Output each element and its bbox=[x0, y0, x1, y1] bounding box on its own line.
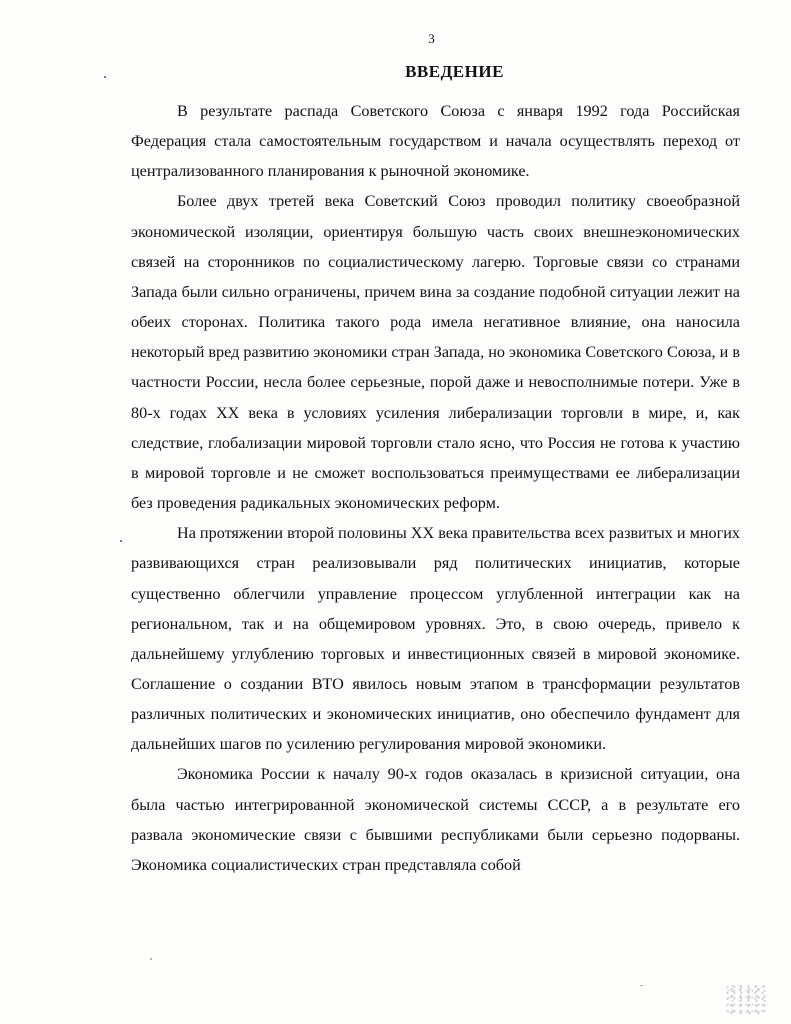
scan-speck bbox=[104, 76, 106, 78]
paragraph-3: На протяжении второй половины XX века правительства всех развитых и многих развивающихся стран реализовывали ряд политических инициатив, которые существенно облегчили управление процессом углубленной интеграции как на региональном, так и на общемировом уровнях. Это, в свою очередь, привело к дальнейшему углублению торговых и инвестиционных связей в мировой экономике. Соглашение о создании ВТО явилось новым этапом в трансформации результатов различных политических и экономических инициатив, оно обеспечило фундамент для дальнейших шагов по усилению регулирования мировой экономики. bbox=[131, 524, 740, 754]
paragraph-4: Экономика России к началу 90-х годов оказалась в кризисной ситуации, она была частью интегрированной экономической системы СССР, а в результате его развала экономические связи с бывшими республиками были серьезно подорваны. Экономика социалистических стран представляла собой bbox=[131, 765, 740, 874]
scan-speck bbox=[640, 985, 643, 986]
paragraph-2: Более двух третей века Советский Союз проводил политику своеобразной экономической изоляции, ориентируя большую часть своих внешнеэкономических связей на сторонников по социалистическому лагерю. Торговые связи со странами Запада были сильно ограничены, причем вина за создание подобной ситуации лежит на обеих сторонах. Политика такого рода имела негативное влияние, она наносила некоторый вред развитию экономики стран Запада, но экономика Советского Союза, и в частности России, несла более серьезные, порой даже и невосполнимые потери. Уже в 80-х годах XX века в условиях усиления либерализации торговли в мире, и, как следствие, глобализации мировой торговли стало ясно, что Россия не готова к участию в мировой торговле и не сможет воспользоваться преимуществами ее либерализации без проведения радикальных экономических реформ. bbox=[131, 192, 740, 513]
scan-speck bbox=[150, 958, 152, 960]
section-heading: ВВЕДЕНИЕ bbox=[405, 62, 504, 81]
page-number: 3 bbox=[428, 31, 435, 46]
body-text bbox=[131, 96, 740, 880]
scan-speck bbox=[120, 540, 122, 542]
scan-noise bbox=[726, 985, 766, 1015]
paragraph-1: В результате распада Советского Союза с января 1992 года Российская Федерация стала самостоятельным государством и начала осуществлять переход от централизованного планирования к рыночной экономике. bbox=[131, 102, 740, 181]
